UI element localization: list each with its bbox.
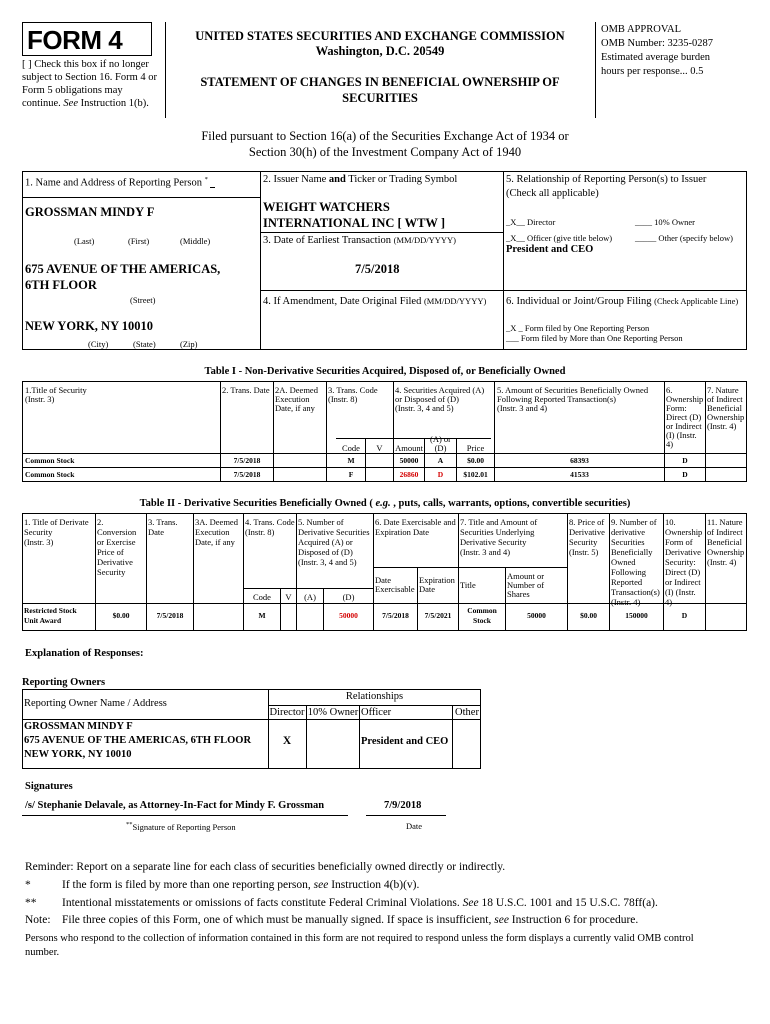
box5-label: 5. Relationship of Reporting Person(s) to Issuer [506, 174, 707, 185]
col-ownership-form-line: Direct (D) [666, 412, 702, 422]
row-ownership-form: D [682, 456, 688, 465]
subcol-date-exercisable: Date [375, 575, 392, 585]
owner-address: 675 AVENUE OF THE AMERICAS, 6TH FLOOR [24, 735, 252, 746]
row-trans-date: 7/5/2018 [156, 611, 184, 620]
persons-notice: Persons who respond to the collection of information contained in this form are not required to respond unless the form displays a currently valid OMB control [25, 933, 694, 944]
row-price: $102.01 [463, 470, 488, 479]
checkbox-note[interactable]: [ ] Check this box if no longer [22, 59, 149, 70]
omb-hours: hours per response... 0.5 [601, 66, 704, 77]
row-disposed: 50000 [339, 611, 358, 620]
col-ownership-form-line: Ownership [665, 527, 703, 537]
col-ownership-form-line: 4) [666, 439, 674, 449]
subcol-a-or-d-line: (D) [434, 443, 447, 453]
subcol-price: Price [466, 443, 485, 453]
col-ownership-form-line: 4) [665, 597, 673, 607]
signature-label: **Signature of Reporting Person [126, 821, 236, 832]
col-nature-indirect-line: (Instr. 4) [707, 557, 737, 567]
earliest-transaction-date: 7/5/2018 [355, 262, 400, 276]
filed-pursuant: Filed pursuant to Section 16(a) of the Securities Exchange Act of 1934 or [201, 129, 569, 143]
col-title-of-security: 1.Title of Security [25, 385, 87, 395]
col-underlying-line: (Instr. 3 and 4) [460, 547, 511, 557]
row-deriv-price: $0.00 [580, 611, 597, 620]
col-number-owned-line: derivative [611, 527, 645, 537]
col-ownership-form-line: or Indirect [665, 577, 701, 587]
subcol-v: V [285, 592, 292, 602]
footnote-star-text: If the form is filed by more than one reporting person, see Instruction 4(b)(v). [62, 879, 420, 891]
col-trans-code: 4. Trans. Code [245, 517, 295, 527]
col-number-owned-line: Following [611, 567, 646, 577]
owner-name: GROSSMAN MINDY F [24, 721, 133, 732]
city-label: (City) [88, 339, 109, 349]
subcol-date-exercisable-line: Exercisable [375, 584, 415, 594]
box5-label-line: (Check all applicable) [506, 188, 599, 199]
subcol-title: Title [460, 580, 476, 590]
col-deriv-price: 8. Price of [569, 517, 605, 527]
col-securities-acquired-line: (Instr. 3, 4 and 5) [395, 403, 454, 413]
subcol-code: Code [253, 592, 271, 602]
col-amount-owned-line: Following Reported Transaction(s) [497, 394, 616, 404]
owner-director-mark: X [282, 735, 292, 747]
city-state-zip: NEW YORK, NY 10010 [25, 319, 154, 333]
explanation-heading: Explanation of Responses: [25, 648, 144, 659]
subcol-amount-shares-line: Shares [507, 589, 530, 599]
form-title: FORM 4 [27, 25, 123, 55]
col-deemed-execution-line: Execution [195, 527, 230, 537]
col-nature-indirect: 7. Nature [707, 385, 739, 395]
col-derivative-title-line: Security [24, 527, 53, 537]
col-nature-indirect-line: (Instr. 4) [707, 421, 737, 431]
col-trans-code-line: (Instr. 8) [245, 527, 275, 537]
col-nature-indirect-line: Beneficial [707, 537, 742, 547]
street-address: 675 AVENUE OF THE AMERICAS, [25, 262, 221, 276]
col-trans-date: 2. Trans. Date [222, 385, 270, 395]
col-amount-owned-line: (Instr. 3 and 4) [497, 403, 548, 413]
col-number-derivative: 5. Number of [298, 517, 344, 527]
col-ownership-form-line: Form of [665, 537, 693, 547]
state-label: (State) [133, 339, 156, 349]
row-underlying-title: Common [467, 606, 497, 615]
row-security-title: Common Stock [25, 470, 75, 479]
col-ownership-form-line: Ownership [666, 394, 704, 404]
row-amount: 50000 [399, 456, 419, 465]
col-ownership-form-line: or Indirect [666, 421, 702, 431]
col-ownership-form-line: (I) (Instr. [666, 430, 697, 440]
ten-percent-owner-checkbox[interactable]: ____ 10% Owner [635, 217, 695, 227]
col-officer: Officer [361, 707, 392, 718]
subcol-a-or-d: (A) or [429, 434, 451, 444]
filed-by-many-checkbox[interactable]: ___ Form filed by More than One Reporting Person [506, 333, 683, 343]
middle-label: (Middle) [180, 236, 211, 246]
col-deemed-execution: 3A. Deemed [195, 517, 238, 527]
row-a-or-d: D [437, 470, 444, 479]
row-trans-date: 7/5/2018 [233, 470, 261, 479]
col-conversion-price-line: Conversion [97, 527, 137, 537]
owner-city: NEW YORK, NY 10010 [24, 749, 132, 760]
signer-name: /s/ Stephanie Delavale, as Attorney-In-Fact for Mindy F. Grossman [25, 800, 325, 811]
col-other: Other [455, 707, 479, 718]
col-nature-indirect-line: Ownership [707, 412, 745, 422]
signature-date: 7/9/2018 [384, 800, 422, 811]
col-deriv-price-line: Derivative [569, 527, 605, 537]
street-label: (Street) [130, 295, 156, 305]
checkbox-note-line: subject to Section 16. Form 4 or [22, 72, 158, 83]
subcol-code: Code [342, 443, 360, 453]
row-trans-date: 7/5/2018 [233, 456, 261, 465]
col-trans-date-line: Date [148, 527, 165, 537]
col-date-exercisable-line: Expiration Date [375, 527, 430, 537]
box4-label: 4. If Amendment, Date Original Filed (MM/DD/YYYY) [263, 296, 487, 307]
row-date-exercisable: 7/5/2018 [382, 611, 409, 620]
agency-location: Washington, D.C. 20549 [315, 44, 445, 58]
subcol-expiration-date-line: Date [419, 584, 436, 594]
col-ten-percent-owner: 10% Owner [307, 707, 359, 718]
col-deemed-execution-line: Date, if any [275, 403, 315, 413]
col-number-derivative-line: Acquired (A) or [298, 537, 353, 547]
col-conversion-price-line: Derivative [97, 557, 133, 567]
subcol-d: (D) [342, 592, 355, 602]
col-ownership-form-line: (I) (Instr. [665, 587, 696, 597]
footnote-double-star-text: Intentional misstatements or omissions of facts constitute Federal Criminal Violations. See 18 U.S.C. 1001 and 15 U.S.C. 78ff(a). [62, 897, 658, 909]
col-director: Director [269, 707, 305, 718]
row-trans-code: M [258, 611, 266, 620]
col-conversion-price: 2. [97, 517, 104, 527]
col-amount-owned: 5. Amount of Securities Beneficially Owned [497, 385, 649, 395]
row-amount: 26860 [399, 470, 419, 479]
filed-by-one-checkbox[interactable]: _X _ Form filed by One Reporting Person [506, 323, 650, 333]
omb-burden: Estimated average burden [601, 52, 711, 63]
subcol-amount-shares: Amount or [507, 571, 545, 581]
col-deemed-execution: 2A. Deemed [275, 385, 318, 395]
row-derivative-title-line: Unit Award [24, 616, 62, 625]
note-label: Note: [25, 914, 51, 926]
row-underlying-amount: 50000 [527, 611, 546, 620]
col-deriv-price-line: Security [569, 537, 598, 547]
row-ownership-form: D [681, 611, 688, 620]
col-nature-indirect-line: Ownership [707, 547, 745, 557]
footnote-double-star-mark: ** [25, 897, 37, 909]
col-nature-indirect-line: of Indirect [707, 527, 743, 537]
row-price: $0.00 [467, 456, 484, 465]
col-number-owned-line: Beneficially [611, 547, 653, 557]
reporting-owners-heading: Reporting Owners [22, 677, 106, 688]
col-deemed-execution-line: Date, if any [195, 537, 235, 547]
last-label: (Last) [74, 236, 95, 246]
officer-title: President and CEO [506, 244, 594, 255]
officer-checkbox[interactable]: _X__ Officer (give title below) [506, 233, 613, 243]
owner-officer-title: President and CEO [361, 736, 449, 747]
agency-name: UNITED STATES SECURITIES AND EXCHANGE COMMISSION [195, 29, 565, 43]
table-1-title: Table I - Non-Derivative Securities Acquired, Disposed of, or Beneficially Owned [204, 366, 566, 377]
subcol-expiration-date: Expiration [419, 575, 455, 585]
col-number-owned-line: Reported [611, 577, 643, 587]
col-ownership-form: 6. [666, 385, 673, 395]
zip-label: (Zip) [180, 339, 198, 349]
col-conversion-price-line: or Exercise [97, 537, 136, 547]
statement-title: STATEMENT OF CHANGES IN BENEFICIAL OWNERSHIP OF [200, 75, 560, 89]
signatures-heading: Signatures [25, 781, 73, 792]
col-number-owned-line: Transaction(s) [611, 587, 660, 597]
col-nature-indirect-line: Beneficial [707, 403, 742, 413]
col-owner-name-address: Reporting Owner Name / Address [24, 698, 167, 709]
col-securities-acquired: 4. Securities Acquired (A) [395, 385, 485, 395]
subcol-amount-shares-line: Number of [507, 580, 545, 590]
first-label: (First) [128, 236, 150, 246]
footnote-star-mark: * [25, 879, 31, 891]
issuer-name: WEIGHT WATCHERS [263, 200, 390, 214]
box3-label: 3. Date of Earliest Transaction (MM/DD/YYYY) [263, 235, 456, 246]
col-date-exercisable: 6. Date Exercisable and [375, 517, 456, 527]
checkbox-note-line: Form 5 obligations may [22, 85, 123, 96]
col-derivative-title-line: (Instr. 3) [24, 537, 54, 547]
col-ownership-form-line: Direct (D) [665, 567, 701, 577]
row-ownership-form: D [682, 470, 688, 479]
relationships-header: Relationships [345, 691, 404, 702]
col-ownership-form-line: Derivative [665, 547, 701, 557]
col-conversion-price-line: Security [97, 567, 126, 577]
row-a-or-d: A [437, 456, 444, 465]
subcol-a: (A) [304, 592, 316, 602]
statement-title-line: SECURITIES [342, 91, 418, 105]
col-underlying: 7. Title and Amount of [460, 517, 538, 527]
col-nature-indirect-line: of Indirect [707, 394, 743, 404]
col-number-derivative-line: Disposed of (D) [298, 547, 353, 557]
col-conversion-price-line: Price of [97, 547, 124, 557]
row-number-owned: 150000 [625, 611, 648, 620]
col-trans-date: 3. Trans. [148, 517, 178, 527]
row-underlying-title-line: Stock [473, 616, 491, 625]
col-number-owned-line: Securities [611, 537, 645, 547]
subcol-v: V [376, 443, 383, 453]
box1-label: 1. Name and Address of Reporting Person * [25, 176, 208, 189]
col-deemed-execution-line: Execution [275, 394, 310, 404]
persons-notice-line: number. [25, 947, 60, 958]
col-securities-acquired-line: or Disposed of (D) [395, 394, 459, 404]
row-security-title: Common Stock [25, 456, 75, 465]
col-number-derivative-line: Derivative Securities [298, 527, 370, 537]
col-trans-code: 3. Trans. Code [328, 385, 378, 395]
col-number-derivative-line: (Instr. 3, 4 and 5) [298, 557, 357, 567]
row-amount-owned: 41533 [570, 470, 589, 479]
note-text: File three copies of this Form, one of which must be manually signed. If space is insufficient, see Instruction 6 for procedure. [62, 914, 639, 926]
checkbox-note-line: continue. See Instruction 1(b). [22, 98, 149, 109]
col-nature-indirect: 11. Nature [707, 517, 743, 527]
reporting-person-name: GROSSMAN MINDY F [25, 205, 155, 219]
col-ownership-form: 10. [665, 517, 676, 527]
col-derivative-title: 1. Title of Derivate [24, 517, 89, 527]
issuer-ticker: INTERNATIONAL INC [ WTW ] [263, 216, 445, 230]
subcol-amount: Amount [395, 443, 423, 453]
col-deriv-price-line: (Instr. 5) [569, 547, 599, 557]
col-number-owned: 9. Number of [611, 517, 657, 527]
row-expiration-date: 7/5/2021 [424, 611, 452, 620]
row-trans-code: F [348, 470, 354, 479]
reminder-text: Reminder: Report on a separate line for each class of securities beneficially owned directly or indirectly. [25, 861, 506, 873]
omb-approval: OMB APPROVAL [601, 24, 682, 35]
other-checkbox[interactable]: _____ Other (specify below) [635, 233, 733, 243]
row-conversion-price: $0.00 [112, 611, 130, 620]
col-underlying-line: Derivative Security [460, 537, 527, 547]
col-title-instr: (Instr. 3) [25, 394, 55, 404]
box2-label: 2. Issuer Name and Ticker or Trading Symbol [263, 174, 458, 185]
director-checkbox[interactable]: _X__ Director [506, 217, 556, 227]
col-number-owned-line: Owned [611, 557, 636, 567]
col-ownership-form-line: Security: [665, 557, 696, 567]
omb-number: OMB Number: 3235-0287 [601, 38, 713, 49]
col-ownership-form-line: Form: [666, 403, 687, 413]
table-2-title: Table II - Derivative Securities Beneficially Owned ( e.g. , puts, calls, warrants, options, convertible securities) [139, 498, 631, 509]
row-trans-code: M [347, 456, 355, 465]
box6-label: 6. Individual or Joint/Group Filing (Check Applicable Line) [506, 296, 739, 307]
col-number-owned-line: (Instr. 4) [611, 597, 641, 607]
date-label: Date [406, 821, 423, 831]
row-derivative-title: Restricted Stock [24, 606, 77, 615]
col-trans-code-instr: (Instr. 8) [328, 394, 358, 404]
col-underlying-line: Securities Underlying [460, 527, 535, 537]
row-amount-owned: 68393 [570, 456, 589, 465]
street-address-line: 6TH FLOOR [25, 278, 97, 292]
filed-pursuant-line: Section 30(h) of the Investment Company Act of 1940 [248, 145, 522, 159]
